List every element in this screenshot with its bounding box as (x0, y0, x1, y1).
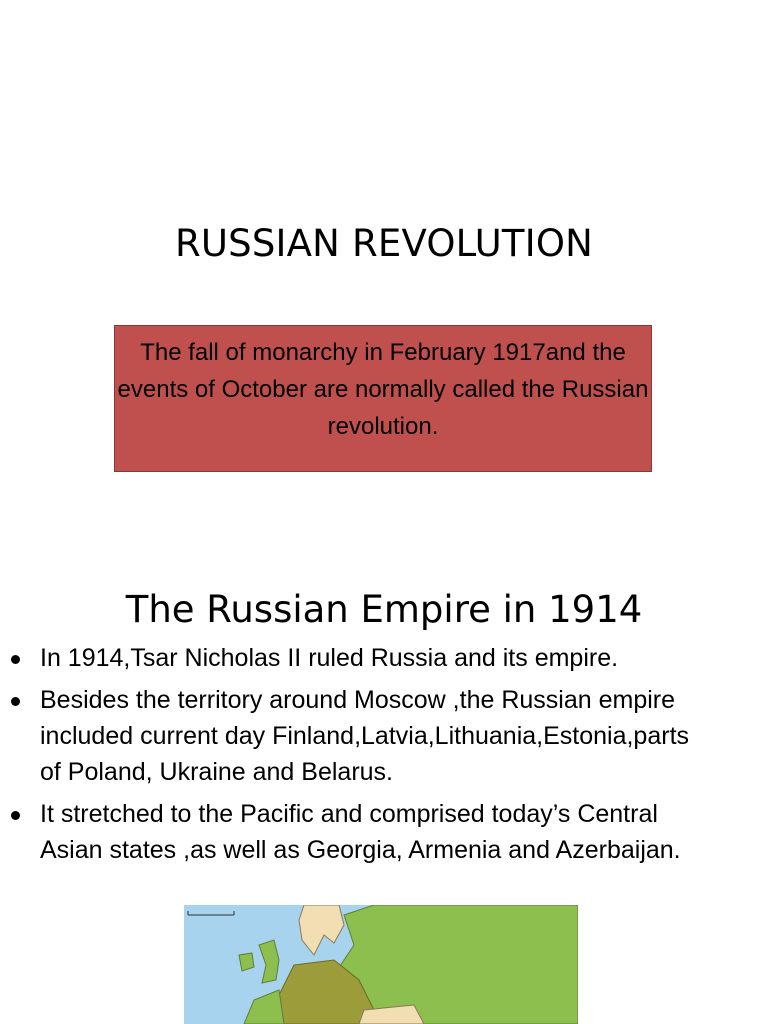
bullet-icon (11, 655, 20, 664)
list-item (0, 682, 700, 790)
bullet-list (0, 640, 700, 874)
list-item (0, 796, 700, 868)
slide-title: RUSSIAN REVOLUTION (174, 222, 594, 265)
bullet-icon (11, 811, 20, 820)
definition-callout: The fall of monarchy in February 1917and the events of October are normally called the Russian revolution. (114, 325, 652, 472)
bullet-icon (11, 697, 20, 706)
section-title: The Russian Empire in 1914 (125, 588, 643, 631)
map-image (184, 905, 578, 1024)
europe-1914-map (184, 905, 578, 1024)
list-item (0, 640, 700, 676)
bullet-text: It stretched to the Pacific and comprised today’s Central Asian states ,as well as Georgia, Armenia and Azerbaijan. (40, 800, 681, 864)
bullet-text: Besides the territory around Moscow ,the Russian empire included current day Finland,Latvia,Lithuania,Estonia,parts of Poland, Ukraine and Belarus. (40, 686, 690, 786)
bullet-text: In 1914,Tsar Nicholas II ruled Russia and its empire. (40, 644, 619, 672)
